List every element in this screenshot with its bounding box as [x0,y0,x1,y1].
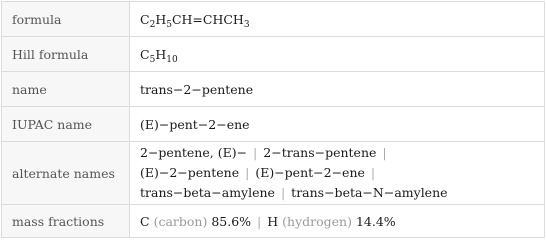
formula-value [130,2,545,37]
formula-subscript: 10 [166,54,178,65]
table-row-iupac-name [2,107,545,142]
row-label: alternate names [2,142,130,205]
element-symbol: C [140,213,150,229]
formula-part: CH=CHCH [171,11,244,27]
mass-fractions-value [130,205,545,238]
name-value: trans−2−pentene [130,72,545,107]
row-label: name [2,72,130,107]
alternate-name: (E)−2−pentene [140,165,240,180]
formula-subscript: 5 [149,54,156,65]
formula-part: H [155,11,167,27]
iupac-name-value: (E)−pent−2−ene [130,107,545,142]
separator: | [280,185,286,200]
alternate-names-value [130,142,545,205]
separator: | [245,165,250,180]
alternate-name: 2−pentene, (E)− [140,145,248,160]
formula-part: C [140,11,150,27]
table-row-formula [2,2,545,37]
hill-formula-value [130,37,545,72]
element-symbol: H [267,213,279,229]
alternate-name: trans−beta−amylene [140,185,275,200]
table-row-hill-formula [2,37,545,72]
element-name: (hydrogen) [282,213,352,229]
table-row-name [2,72,545,107]
formula-part: H [155,46,167,62]
table-row-alternate-names [2,142,545,205]
alternate-name: trans−beta−N−amylene [291,185,448,200]
separator: | [257,213,262,229]
formula-subscript: 2 [149,19,156,30]
row-label: Hill formula [2,37,130,72]
element-name: (carbon) [153,213,208,229]
mass-percent: 14.4% [355,213,396,229]
formula-subscript: 5 [166,19,172,30]
alternate-name: 2−trans−pentene [263,145,377,160]
formula-part: C [140,46,150,62]
row-label: formula [2,2,130,37]
table-row-mass-fractions [2,205,545,238]
formula-subscript: 3 [243,19,250,30]
row-label: IUPAC name [2,107,130,142]
alternate-name: (E)−pent−2−ene [255,165,365,180]
separator: | [253,145,258,160]
properties-table [1,1,545,238]
mass-percent: 85.6% [211,213,252,229]
separator: | [370,165,376,180]
row-label: mass fractions [2,205,130,238]
separator: | [382,145,387,160]
